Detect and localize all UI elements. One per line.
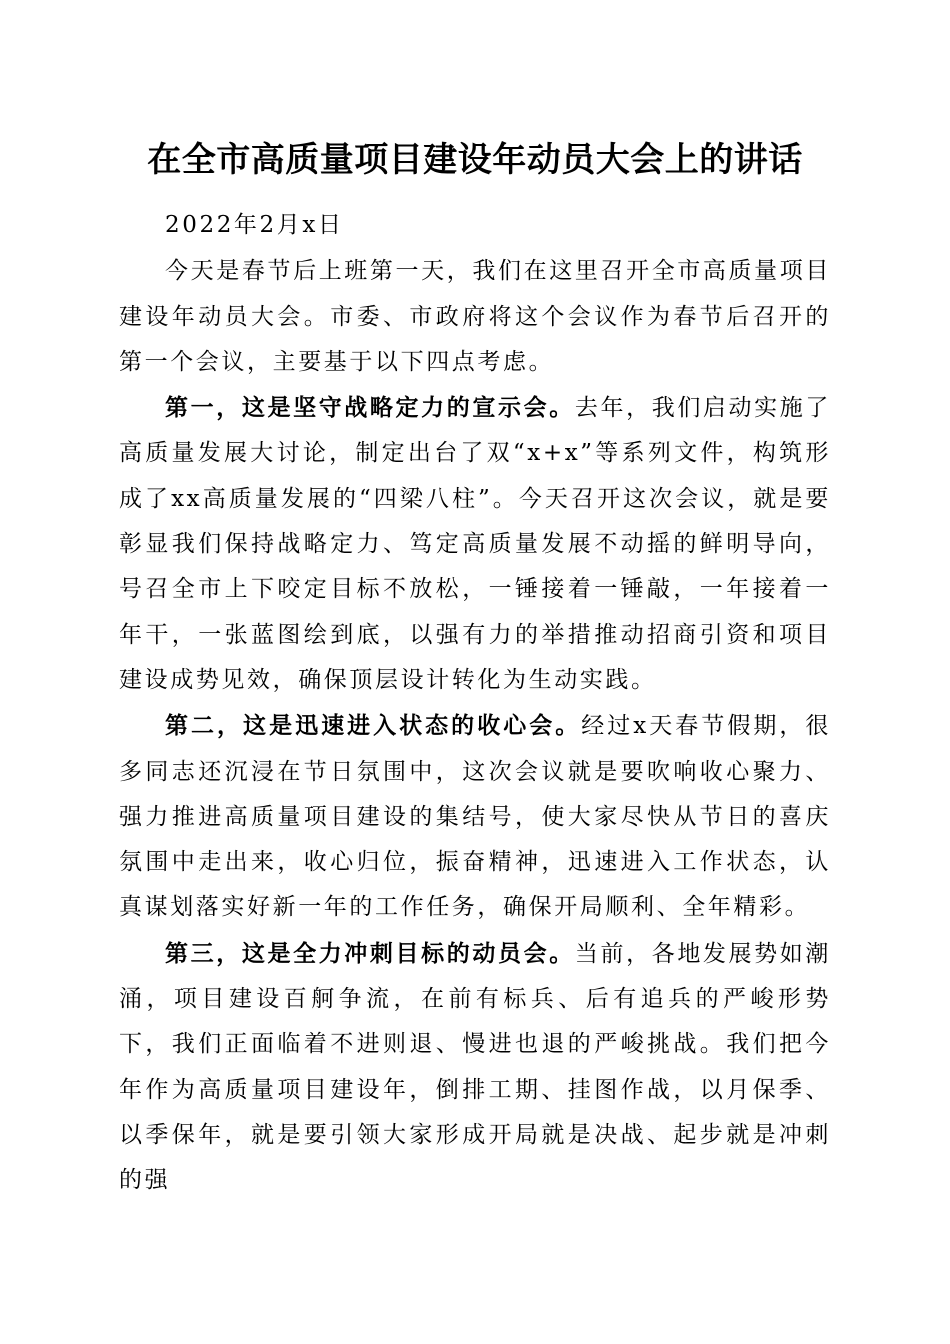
point-1-text: 去年，我们启动实施了高质量发展大讨论，制定出台了双“x+x”等系列文件，构筑形成了xx高质量发展的“四梁八柱”。今天召开这次会议，就是要彰显我们保持战略定力、笃定高质量发展不动摇的鲜明导向，号召全市上下咬定目标不放松，一锤接着一锤敲，一年接着一年干，一张蓝图绘到底，以强有力的举措推动招商引资和项目建设成势见效，确保顶层设计转化为生动实践。 — [119, 395, 831, 693]
point-paragraph-3 — [119, 931, 831, 1204]
document-title: 在全市高质量项目建设年动员大会上的讲话 — [147, 140, 803, 180]
point-paragraph-1 — [119, 385, 831, 703]
point-paragraph-2 — [119, 703, 831, 930]
speech-date: 2022年2月x日 — [165, 212, 344, 238]
point-2-lead: 第二，这是迅速进入状态的收心会。 — [165, 712, 582, 740]
point-3-lead: 第三，这是全力冲刺目标的动员会。 — [165, 939, 575, 967]
intro-paragraph: 今天是春节后上班第一天，我们在这里召开全市高质量项目建设年动员大会。市委、市政府将这个会议作为春节后召开的第一个会议，主要基于以下四点考虑。 — [119, 258, 831, 375]
point-3-text: 当前，各地发展势如潮涌，项目建设百舸争流，在前有标兵、后有追兵的严峻形势下，我们正面临着不进则退、慢进也退的严峻挑战。我们把今年作为高质量项目建设年，倒排工期、挂图作战，以月保季、以季保年，就是要引领大家形成开局就是决战、起步就是冲刺的强 — [119, 940, 831, 1194]
point-2-text: 经过x天春节假期，很多同志还沉浸在节日氛围中，这次会议就是要吹响收心聚力、强力推进高质量项目建设的集结号，使大家尽快从节日的喜庆氛围中走出来，收心归位，振奋精神，迅速进入工作状态，认真谋划落实好新一年的工作任务，确保开局顺利、全年精彩。 — [119, 713, 831, 921]
document-body — [119, 203, 831, 1204]
point-1-lead: 第一，这是坚守战略定力的宣示会。 — [165, 394, 575, 422]
